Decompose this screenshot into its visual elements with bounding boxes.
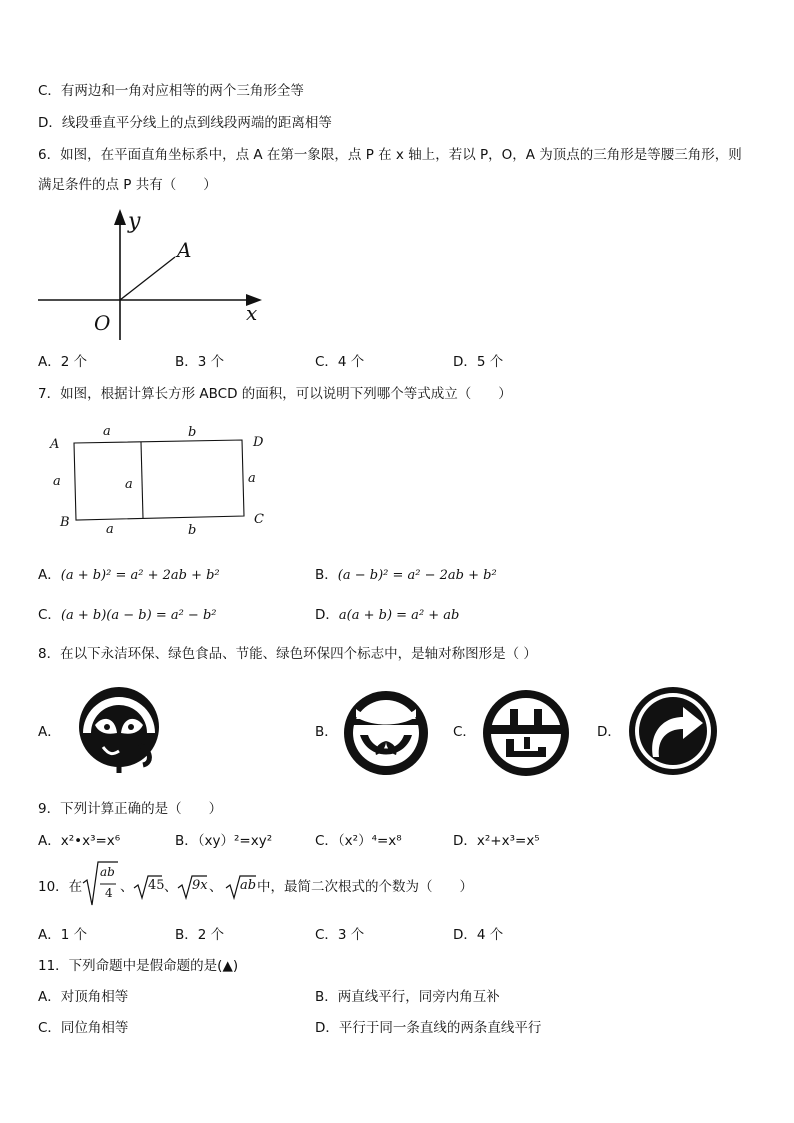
top-b-label: b bbox=[188, 425, 197, 440]
q6-option-a: A．2 个 bbox=[38, 354, 88, 370]
vertex-b-label: B bbox=[60, 515, 70, 530]
q11-option-c: C．同位角相等 bbox=[38, 1020, 129, 1036]
q5-option-c: C．有两边和一角对应相等的两个三角形全等 bbox=[38, 83, 304, 99]
q7-option-d-prefix: D． bbox=[315, 607, 339, 623]
q11-option-b: B．两直线平行，同旁内角互补 bbox=[315, 989, 500, 1005]
q5-option-d: D．线段垂直平分线上的点到线段两端的距离相等 bbox=[38, 115, 332, 131]
q6-option-b: B．3 个 bbox=[175, 354, 225, 370]
q7-stem: 7．如图，根据计算长方形 ABCD 的面积，可以说明下列哪个等式成立（ ） bbox=[38, 386, 512, 402]
bottom-b-label: b bbox=[188, 523, 197, 538]
q10-option-c: C．3 个 bbox=[315, 927, 365, 943]
right-a-label: a bbox=[248, 471, 256, 486]
q10-fraction-numerator: ab bbox=[100, 865, 115, 879]
q11-option-d: D．平行于同一条直线的两条直线平行 bbox=[315, 1020, 542, 1036]
q10-radicand-2: 45 bbox=[148, 878, 165, 893]
q10-radicand-4: ab bbox=[240, 878, 257, 893]
q11-stem: 11．下列命题中是假命题的是(▲) bbox=[38, 958, 239, 974]
origin-label: O bbox=[94, 311, 111, 335]
q10-option-a: A．1 个 bbox=[38, 927, 88, 943]
q7-option-a-expr: (a + b)² = a² + 2ab + b² bbox=[60, 568, 220, 583]
q10-radicand-3: 9x bbox=[192, 878, 208, 893]
q10-suffix: 中，最简二次根式的个数为（ ） bbox=[257, 879, 473, 895]
q10-prefix: 10．在 bbox=[38, 879, 83, 895]
point-a-label: A bbox=[177, 238, 192, 262]
q8-label-b: B． bbox=[315, 724, 338, 740]
q10-option-d: D．4 个 bbox=[453, 927, 504, 943]
vertex-c-label: C bbox=[254, 512, 264, 527]
q9-option-c: C．（x²）⁴=x⁸ bbox=[315, 833, 402, 849]
q10-option-b: B．2 个 bbox=[175, 927, 225, 943]
q10-separator-2: 、 bbox=[164, 879, 178, 895]
vertex-d-label: D bbox=[253, 435, 264, 450]
q7-option-b-prefix: B． bbox=[315, 567, 338, 583]
q6-option-d: D．5 个 bbox=[453, 354, 504, 370]
q7-option-a-prefix: A． bbox=[38, 567, 61, 583]
q7-option-c-expr: (a + b)(a − b) = a² − b² bbox=[60, 608, 217, 623]
q7-option-d-expr: a(a + b) = a² + ab bbox=[338, 608, 460, 623]
vertex-a-label: A bbox=[50, 437, 60, 452]
q6-stem-line2: 满足条件的点 P 共有（ ） bbox=[38, 177, 217, 193]
q9-option-d: D．x²+x³=x⁵ bbox=[453, 833, 540, 849]
q7-option-b-expr: (a − b)² = a² − 2ab + b² bbox=[337, 568, 497, 583]
left-a-label: a bbox=[53, 474, 61, 489]
q10-separator-3: 、 bbox=[209, 879, 223, 895]
q9-option-b: B．（xy）²=xy² bbox=[175, 833, 273, 849]
q9-stem: 9．下列计算正确的是（ ） bbox=[38, 801, 223, 817]
q9-option-a: A．x²•x³=x⁶ bbox=[38, 833, 121, 849]
q6-stem-line1: 6．如图，在平面直角坐标系中，点 A 在第一象限，点 P 在 x 轴上，若以 P，O，A 为顶点的三角形是等腰三角形，则 bbox=[38, 147, 742, 163]
q6-option-c: C．4 个 bbox=[315, 354, 365, 370]
q7-option-c-prefix: C． bbox=[38, 607, 61, 623]
q8-stem: 8．在以下永洁环保、绿色食品、节能、绿色环保四个标志中，是轴对称图形是（ ） bbox=[38, 646, 537, 662]
q8-label-d: D． bbox=[597, 724, 621, 740]
q11-option-a: A．对顶角相等 bbox=[38, 989, 129, 1005]
q8-label-a: A． bbox=[38, 724, 61, 740]
bottom-a-label: a bbox=[106, 522, 114, 537]
y-axis-label: y bbox=[128, 209, 141, 234]
x-axis-label: x bbox=[246, 301, 258, 325]
middle-a-label: a bbox=[125, 477, 133, 492]
q8-label-c: C． bbox=[453, 724, 476, 740]
q10-fraction-denominator: 4 bbox=[105, 886, 113, 900]
top-a-label: a bbox=[103, 424, 111, 439]
q10-separator-1: 、 bbox=[120, 879, 134, 895]
